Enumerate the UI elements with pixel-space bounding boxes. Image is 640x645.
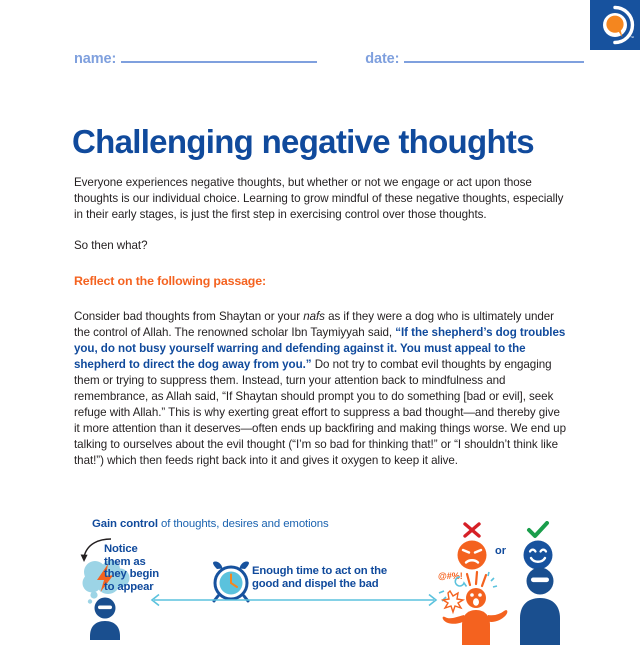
date-label: date: <box>365 51 400 67</box>
passage-part-2: as if they were a dog who is ultimately under the control of Allah. The renowned scholar Ibn Taymiyyah said, <box>74 309 554 339</box>
name-field-group[interactable] <box>74 50 317 67</box>
worksheet-header-fields <box>74 50 569 74</box>
gain-control-bold: Gain control <box>92 518 158 530</box>
check-icon <box>529 523 547 536</box>
swear-text: @#%! <box>438 571 463 581</box>
passage-paragraph <box>74 309 568 470</box>
double-headed-arrow-icon <box>148 593 440 607</box>
notice-label: Notice them as they begin to appear <box>104 543 159 593</box>
passage-quote: “If the shepherd’s dog troubles you, do not busy yourself warring and defending against it. You must appeal to the shepherd to direct the dog away from you.” <box>74 325 566 371</box>
happy-face-icon <box>518 521 558 571</box>
page-title: Challenging negative thoughts <box>72 123 534 161</box>
reflect-heading: Reflect on the following passage: <box>74 274 266 289</box>
date-field-group[interactable] <box>365 50 584 67</box>
so-then-what-line: So then what? <box>74 238 148 252</box>
name-label: name: <box>74 51 117 67</box>
cross-icon <box>465 524 479 536</box>
angry-face-icon <box>452 521 492 571</box>
angry-person-icon <box>436 567 510 645</box>
name-input[interactable] <box>121 50 317 63</box>
enough-time-label: Enough time to act on the good and dispel the bad <box>252 565 387 590</box>
person-icon <box>88 597 122 640</box>
intro-paragraph: Everyone experiences negative thoughts, but whether or not we engage or act upon those thoughts is our individual choice. Learning to grow mindful of these negative thoughts, especially in their early stages, is just the first step in exercising control over those thoughts. <box>74 175 564 221</box>
gain-control-heading <box>92 518 329 530</box>
passage-part-3: Do not try to combat evil thoughts by engaging them or trying to suppress them. Instead, turn your attention back to mindfulness and remembrance, as Allah said, “If Shaytan should prompt you to do something [bad or evil], seek refuge with Allah.” This is why exerting great effort to suppress a bad thought—and thereby give it more attention than it deserves—often ends up backfiring and making things worse. We end up talking to ourselves about the evil thought (“I’m so bad for thinking that!” or “I shouldn’t think like that!”) which then feeds right back into it and gives it oxygen to keep it alive. <box>74 357 566 468</box>
gain-control-rest: of thoughts, desires and emotions <box>157 518 329 530</box>
passage-italic-nafs: nafs <box>303 309 325 323</box>
or-label: or <box>495 545 506 557</box>
brand-logo <box>590 0 640 50</box>
q-logo-icon <box>590 0 640 50</box>
passage-part-1: Consider bad thoughts from Shaytan or your <box>74 309 304 323</box>
infographic-panel <box>0 505 640 640</box>
date-input[interactable] <box>404 50 584 63</box>
person-icon <box>518 567 562 645</box>
svg-text:™: ™ <box>630 35 634 40</box>
